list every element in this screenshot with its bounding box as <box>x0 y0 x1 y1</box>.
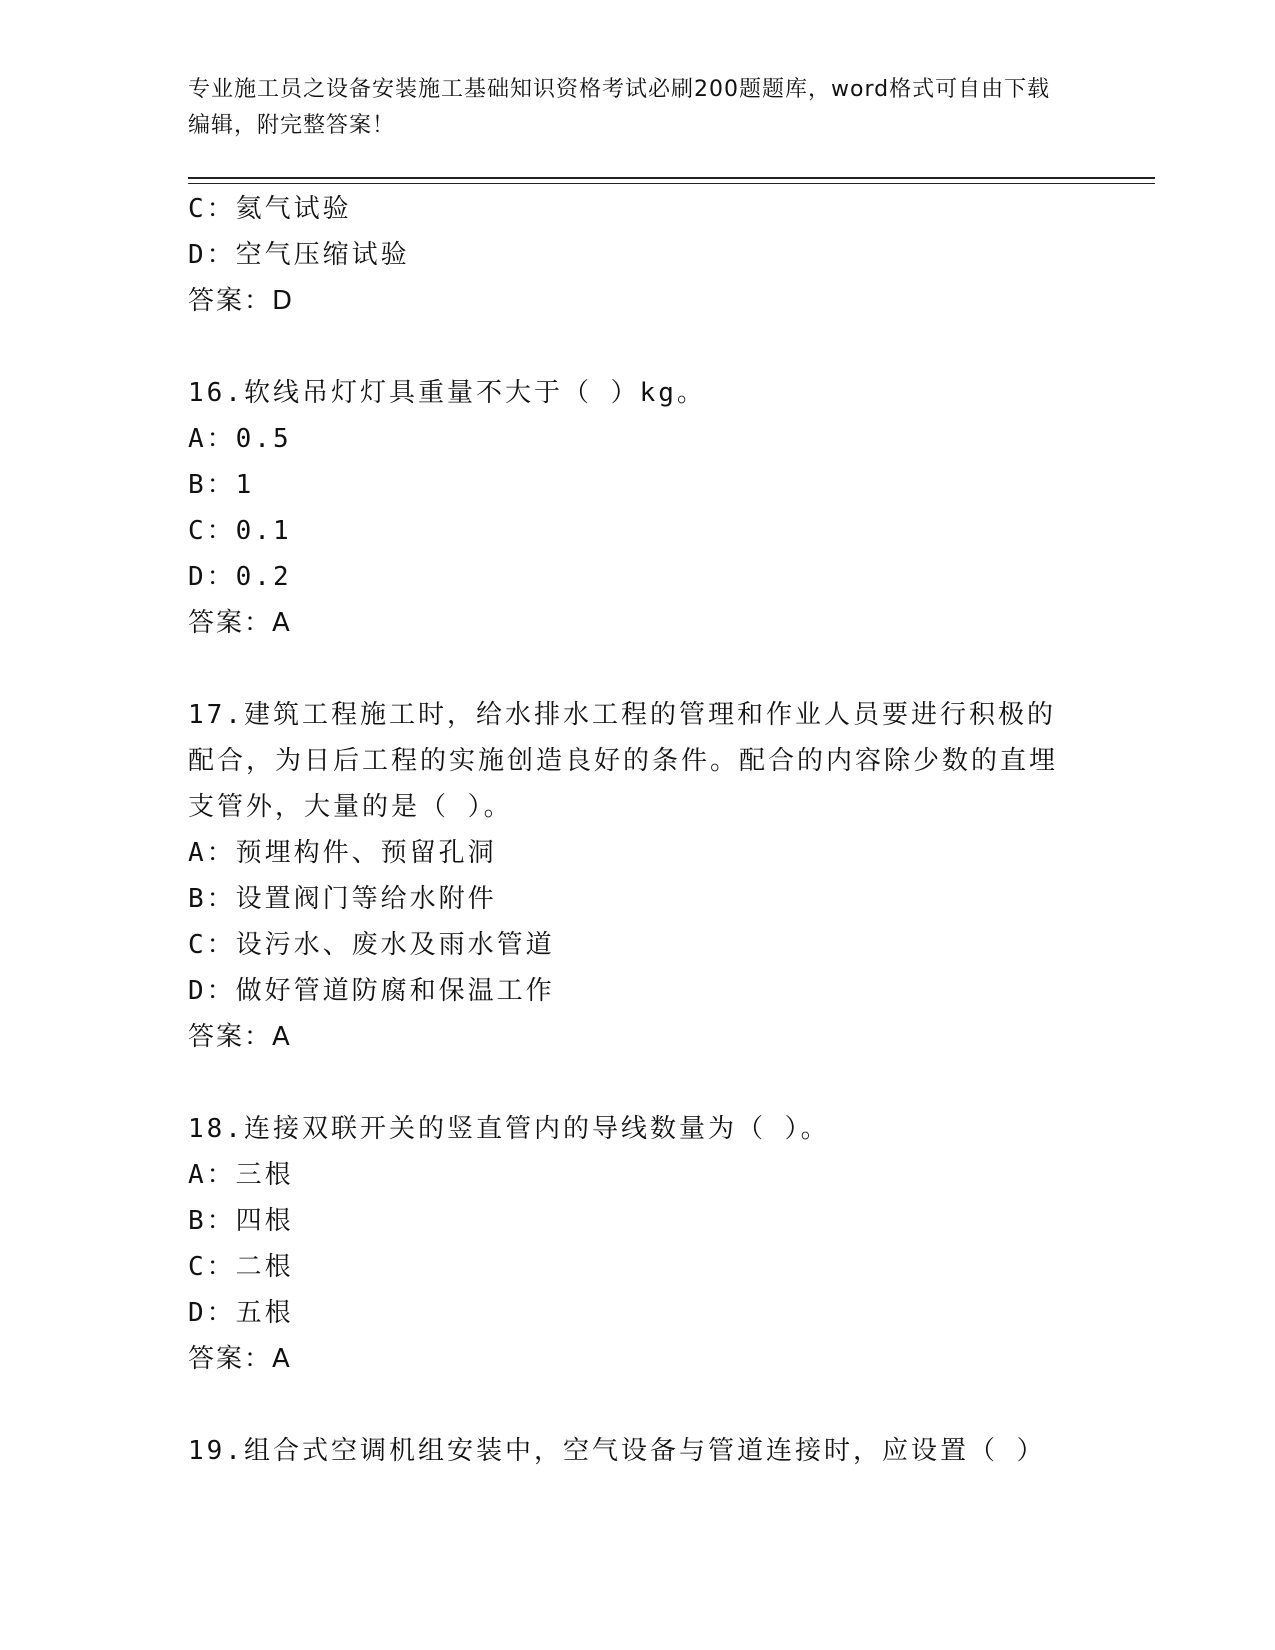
option-c: C：氦气试验 <box>188 194 352 224</box>
option-c: C：设污水、废水及雨水管道 <box>188 930 555 960</box>
answer-line: 答案：A <box>188 608 292 638</box>
option-c: C：二根 <box>188 1252 294 1282</box>
header-title: 专业施工员之设备安装施工基础知识资格考试必刷200题题库，word格式可自由下载编辑，附完整答案！ <box>188 77 1051 138</box>
question-block-18 <box>188 1106 1088 1382</box>
answer-line: 答案：D <box>188 286 295 316</box>
question-text: 19.组合式空调机组安装中，空气设备与管道连接时，应设置（ ） <box>188 1436 1046 1466</box>
question-block-19 <box>188 1428 1088 1474</box>
option-a: A：预埋构件、预留孔洞 <box>188 838 497 868</box>
option-a: A：0.5 <box>188 424 292 454</box>
question-block-15 <box>188 186 1088 324</box>
question-text: 18.连接双联开关的竖直管内的导线数量为（ ）。 <box>188 1114 830 1144</box>
option-b: B：四根 <box>188 1206 294 1236</box>
spacer <box>188 646 1088 692</box>
question-block-17 <box>188 692 1088 1060</box>
question-list <box>188 186 1088 1474</box>
option-b: B：1 <box>188 470 255 500</box>
spacer <box>188 1382 1088 1428</box>
spacer <box>188 1060 1088 1106</box>
answer-line: 答案：A <box>188 1022 292 1052</box>
answer-line: 答案：A <box>188 1344 292 1374</box>
header-divider <box>188 177 1155 179</box>
option-d: D：做好管道防腐和保温工作 <box>188 976 555 1006</box>
header-divider-thin <box>188 183 1155 184</box>
question-text: 17.建筑工程施工时，给水排水工程的管理和作业人员要进行积极的配合，为日后工程的实施创造良好的条件。配合的内容除少数的直埋支管外，大量的是（ ）。 <box>188 700 1059 822</box>
option-d: D：0.2 <box>188 562 292 592</box>
option-c: C：0.1 <box>188 516 292 546</box>
question-block-16 <box>188 370 1088 646</box>
option-d: D：空气压缩试验 <box>188 240 410 270</box>
question-text: 16.软线吊灯灯具重量不大于（ ）kg。 <box>188 378 706 408</box>
page-header <box>188 72 1068 144</box>
option-b: B：设置阀门等给水附件 <box>188 884 497 914</box>
option-a: A：三根 <box>188 1160 294 1190</box>
option-d: D：五根 <box>188 1298 294 1328</box>
spacer <box>188 324 1088 370</box>
